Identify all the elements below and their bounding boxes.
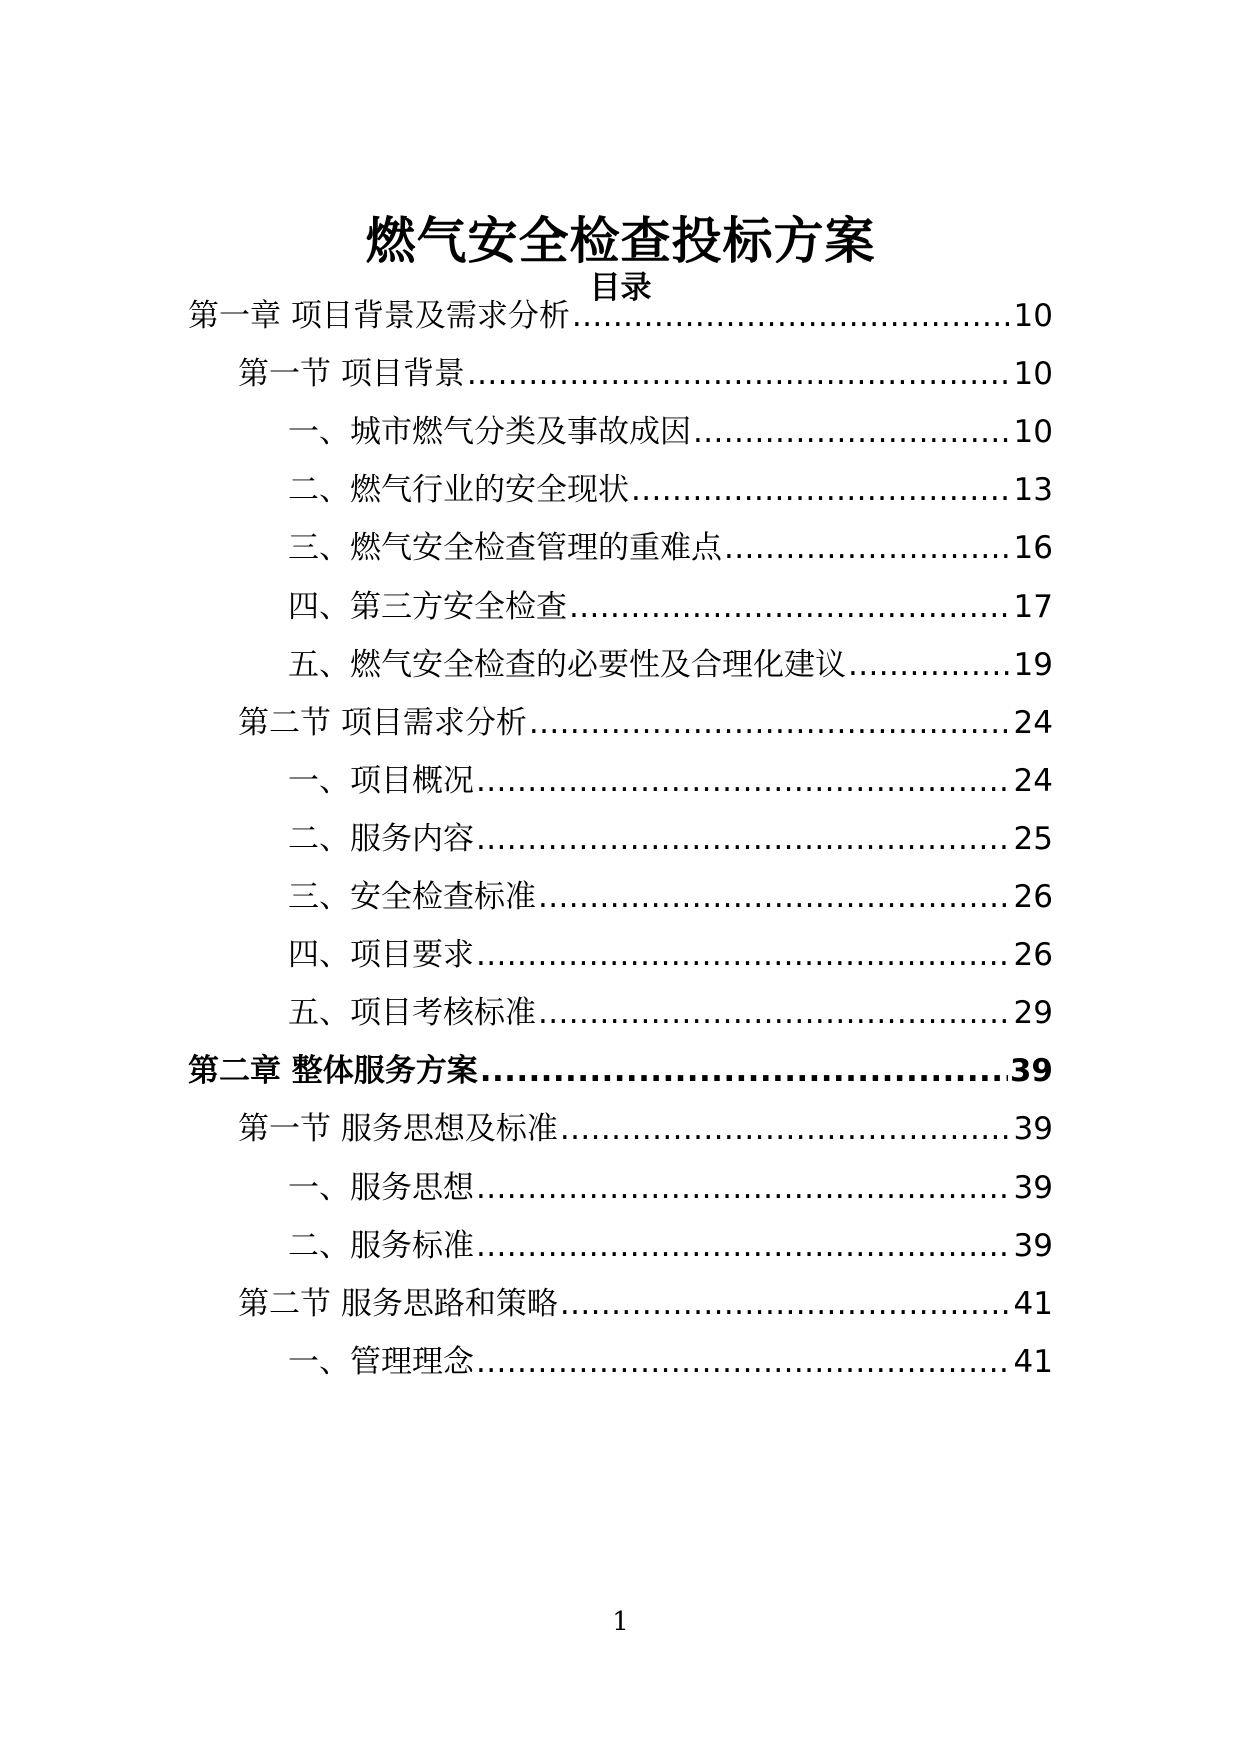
toc-entry-page: 39 [1013, 1111, 1053, 1147]
toc-entry-page: 10 [1013, 356, 1053, 392]
toc-entry-page: 26 [1013, 879, 1053, 915]
toc-entry-label: 第二节 服务思路和策略 [238, 1286, 558, 1322]
toc-dot-leader [538, 875, 1012, 919]
toc-entry-page: 39 [1013, 1170, 1053, 1206]
toc-entry-page: 13 [1013, 472, 1053, 508]
toc-dot-leader [476, 1340, 1012, 1384]
toc-entry-page: 39 [1013, 1228, 1053, 1264]
toc-entry[interactable] [288, 815, 1053, 861]
toc-dot-leader [631, 468, 1012, 512]
toc-entry-label: 一、服务思想 [288, 1170, 474, 1206]
toc-dot-leader [560, 1107, 1012, 1151]
toc-entry-label: 二、服务内容 [288, 821, 474, 857]
toc-entry-page: 29 [1013, 995, 1053, 1031]
toc-entry-label: 三、燃气安全检查管理的重难点 [288, 530, 722, 566]
toc-entry-page: 41 [1013, 1344, 1053, 1380]
toc-entry[interactable] [288, 1222, 1053, 1268]
toc-entry[interactable] [238, 350, 1053, 396]
document-title: 燃气安全检查投标方案 [365, 211, 876, 270]
toc-entry[interactable] [288, 1164, 1053, 1210]
toc-entry[interactable] [188, 1047, 1053, 1093]
toc-entry-page: 26 [1013, 937, 1053, 973]
toc-entry[interactable] [288, 989, 1053, 1035]
toc-dot-leader [693, 410, 1012, 454]
toc-dot-leader [848, 643, 1012, 687]
toc-entry-page: 10 [1013, 298, 1053, 334]
toc-dot-leader [476, 817, 1012, 861]
toc-dot-leader [480, 1049, 1008, 1093]
toc-entry[interactable] [188, 292, 1053, 338]
toc-entry-label: 一、管理理念 [288, 1344, 474, 1380]
toc-entry-label: 第二章 整体服务方案 [188, 1053, 478, 1089]
toc-entry-label: 一、项目概况 [288, 763, 474, 799]
page-number: 1 [612, 1607, 629, 1637]
toc-dot-leader [529, 701, 1012, 745]
toc-entry-label: 第一节 项目背景 [238, 356, 465, 392]
toc-entry-label: 第一章 项目背景及需求分析 [188, 298, 570, 334]
toc-dot-leader [476, 933, 1012, 977]
toc-entry-page: 25 [1013, 821, 1053, 857]
toc-entry[interactable] [288, 757, 1053, 803]
toc-entry-label: 第二节 项目需求分析 [238, 705, 527, 741]
toc-dot-leader [538, 991, 1012, 1035]
toc-dot-leader [476, 759, 1012, 803]
toc-dot-leader [560, 1282, 1012, 1326]
toc-entry[interactable] [288, 873, 1053, 919]
toc-entry[interactable] [238, 1280, 1053, 1326]
toc-entry-label: 第一节 服务思想及标准 [238, 1111, 558, 1147]
toc-entry-page: 24 [1013, 763, 1053, 799]
toc-entry[interactable] [288, 524, 1053, 570]
toc-entry[interactable] [238, 699, 1053, 745]
toc-dot-leader [476, 1166, 1012, 1210]
toc-dot-leader [572, 294, 1012, 338]
toc-entry-page: 10 [1013, 414, 1053, 450]
toc-entry[interactable] [288, 931, 1053, 977]
toc-entry-page: 39 [1009, 1053, 1053, 1089]
toc-entry-page: 41 [1013, 1286, 1053, 1322]
toc-heading: 目录 [589, 270, 652, 306]
toc-dot-leader [724, 526, 1012, 570]
toc-dot-leader [476, 1224, 1012, 1268]
toc-entry-label: 二、燃气行业的安全现状 [288, 472, 629, 508]
toc-entry-label: 二、服务标准 [288, 1228, 474, 1264]
toc-entry[interactable] [288, 408, 1053, 454]
toc-entry[interactable] [238, 1105, 1053, 1151]
toc-dot-leader [569, 585, 1012, 629]
toc-entry[interactable] [288, 641, 1053, 687]
toc-entry-label: 四、项目要求 [288, 937, 474, 973]
toc-entry-label: 三、安全检查标准 [288, 879, 536, 915]
toc-entry[interactable] [288, 466, 1053, 512]
toc-entry[interactable] [288, 583, 1053, 629]
toc-entry-page: 17 [1013, 589, 1053, 625]
toc-entry[interactable] [288, 1338, 1053, 1384]
toc-dot-leader [467, 352, 1012, 396]
toc-entry-label: 一、城市燃气分类及事故成因 [288, 414, 691, 450]
toc-entry-label: 五、项目考核标准 [288, 995, 536, 1031]
toc-entry-label: 五、燃气安全检查的必要性及合理化建议 [288, 647, 846, 683]
toc-entry-page: 16 [1013, 530, 1053, 566]
toc-entry-label: 四、第三方安全检查 [288, 589, 567, 625]
toc-entry-page: 19 [1013, 647, 1053, 683]
toc-entry-page: 24 [1013, 705, 1053, 741]
